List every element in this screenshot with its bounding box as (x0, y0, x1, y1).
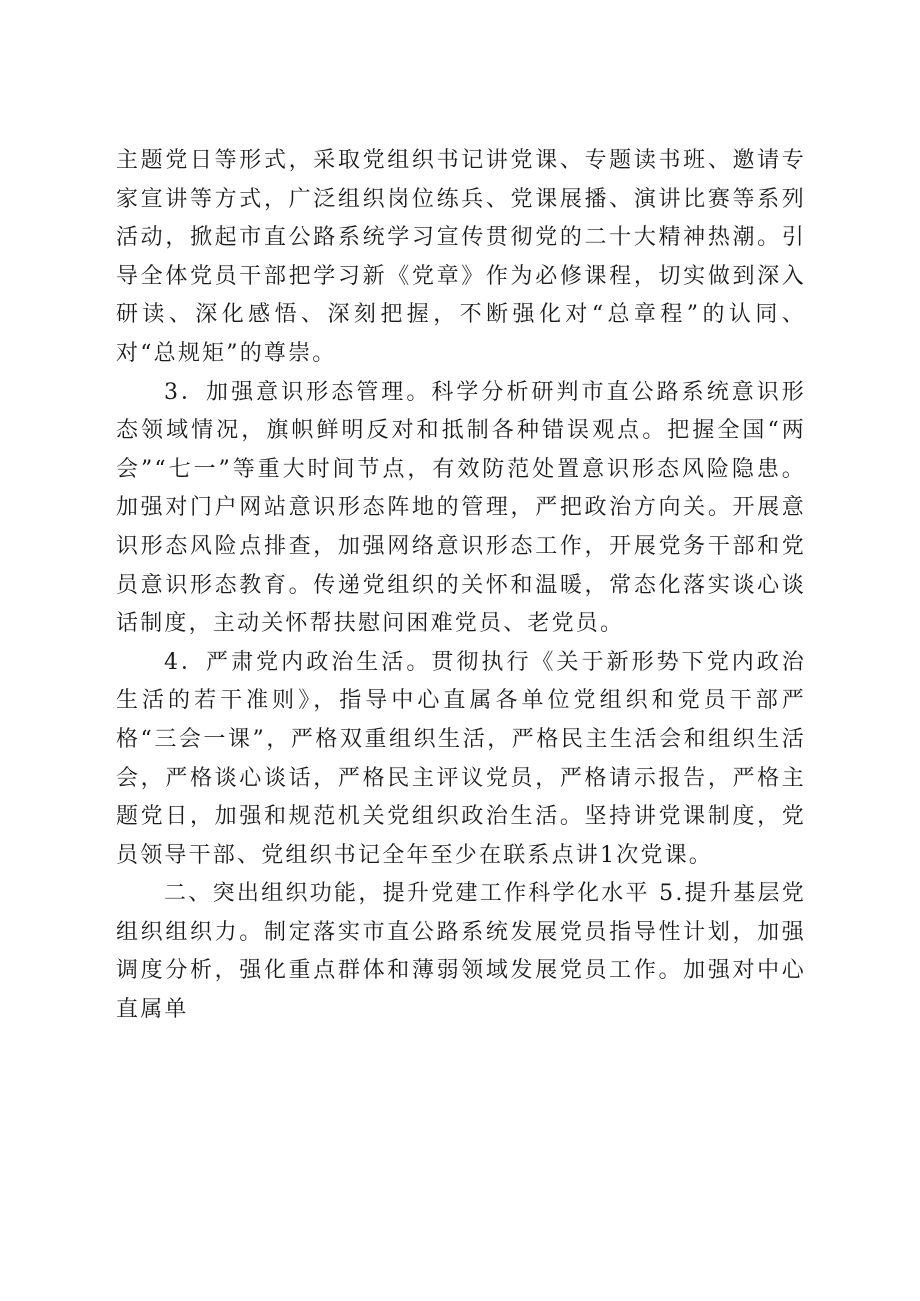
paragraph-item-4: 4．严肃党内政治生活。贯彻执行《关于新形势下党内政治生活的若干准则》，指导中心直属各单位党组织和党员干部严格“三会一课”，严格双重组织生活，严格民主生活会和组织生活会，严格谈心谈话，严格民主评议党员，严格请示报告，严格主题党日，加强和规范机关党组织政治生活。坚持讲党课制度，党员领导干部、党组织书记全年至少在联系点讲1次党课。 (116, 649, 806, 868)
paragraph-continuation: 主题党日等形式，采取党组织书记讲党课、专题读书班、邀请专家宣讲等方式，广泛组织岗位练兵、党课展播、演讲比赛等系列活动，掀起市直公路系统学习宣传贯彻党的二十大精神热潮。引导全体党员干部把学习新《党章》作为必修课程，切实做到深入研读、深化感悟、深刻把握，不断强化对“总章程”的认同、对“总规矩”的尊崇。 (116, 148, 806, 366)
document-body (116, 142, 806, 1030)
paragraph-item-3: 3．加强意识形态管理。科学分析研判市直公路系统意识形态领域情况，旗帜鲜明反对和抵制各种错误观点。把握全国“两会”“七一”等重大时间节点，有效防范处置意识形态风险隐患。加强对门户网站意识形态阵地的管理，严把政治方向关。开展意识形态风险点排查，加强网络意识形态工作，开展党务干部和党员意识形态教育。传递党组织的关怀和温暖，常态化落实谈心谈话制度，主动关怀帮扶慰问困难党员、老党员。 (116, 379, 806, 637)
paragraph-section-2: 二、突出组织功能，提升党建工作科学化水平 5.提升基层党组织组织力。制定落实市直公路系统发展党员指导性计划，加强调度分析，强化重点群体和薄弱领域发展党员工作。加强对中心直属单 (116, 881, 806, 1023)
